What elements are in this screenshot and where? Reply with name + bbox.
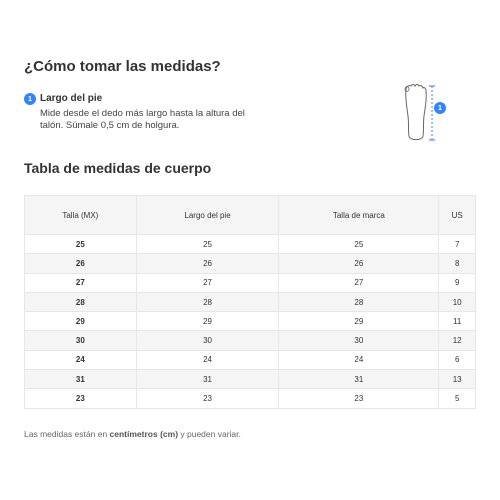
table-cell: 30 bbox=[136, 331, 279, 350]
illustration-marker: 1 bbox=[438, 104, 442, 112]
table-row bbox=[25, 292, 476, 311]
measure-guide-title: ¿Cómo tomar las medidas? bbox=[24, 58, 221, 75]
table-cell: 29 bbox=[25, 312, 137, 331]
table-cell: 28 bbox=[279, 292, 439, 311]
table-cell: 25 bbox=[279, 235, 439, 254]
table-cell: 25 bbox=[136, 235, 279, 254]
table-cell: 27 bbox=[136, 273, 279, 292]
table-cell: 11 bbox=[439, 312, 476, 331]
table-cell: 29 bbox=[136, 312, 279, 331]
table-cell: 23 bbox=[279, 389, 439, 408]
table-cell: 27 bbox=[25, 273, 137, 292]
table-cell: 29 bbox=[279, 312, 439, 331]
table-cell: 23 bbox=[25, 389, 137, 408]
table-header-row bbox=[25, 196, 476, 235]
table-cell: 31 bbox=[136, 370, 279, 389]
table-cell: 26 bbox=[279, 254, 439, 273]
table-cell: 5 bbox=[439, 389, 476, 408]
table-row bbox=[25, 331, 476, 350]
measure-step-description: Mide desde el dedo más largo hasta la altura del talón. Súmale 0,5 cm de holgura. bbox=[40, 108, 245, 131]
table-row bbox=[25, 235, 476, 254]
table-cell: 12 bbox=[439, 331, 476, 350]
table-row bbox=[25, 389, 476, 408]
column-header-us: US bbox=[439, 196, 476, 235]
table-cell: 24 bbox=[136, 350, 279, 369]
table-cell: 23 bbox=[136, 389, 279, 408]
table-row bbox=[25, 350, 476, 369]
table-cell: 7 bbox=[439, 235, 476, 254]
table-row bbox=[25, 370, 476, 389]
column-header-talla-marca: Talla de marca bbox=[279, 196, 439, 235]
table-cell: 26 bbox=[25, 254, 137, 273]
table-cell: 9 bbox=[439, 273, 476, 292]
column-header-talla-mx: Talla (MX) bbox=[25, 196, 137, 235]
footnote-unit: centímetros (cm) bbox=[109, 429, 179, 439]
table-cell: 31 bbox=[25, 370, 137, 389]
size-table bbox=[24, 195, 476, 409]
table-row bbox=[25, 273, 476, 292]
table-cell: 13 bbox=[439, 370, 476, 389]
table-cell: 25 bbox=[25, 235, 137, 254]
table-row bbox=[25, 312, 476, 331]
table-cell: 30 bbox=[279, 331, 439, 350]
units-footnote bbox=[24, 429, 241, 439]
table-cell: 28 bbox=[25, 292, 137, 311]
table-cell: 26 bbox=[136, 254, 279, 273]
step-number-badge: 1 bbox=[24, 93, 36, 105]
table-cell: 27 bbox=[279, 273, 439, 292]
table-cell: 28 bbox=[136, 292, 279, 311]
table-cell: 10 bbox=[439, 292, 476, 311]
foot-length-icon bbox=[396, 80, 448, 144]
table-cell: 24 bbox=[279, 350, 439, 369]
measure-step-label: Largo del pie bbox=[40, 93, 103, 104]
column-header-largo-pie: Largo del pie bbox=[136, 196, 279, 235]
footnote-suffix: y pueden variar. bbox=[178, 429, 241, 439]
table-cell: 8 bbox=[439, 254, 476, 273]
table-cell: 24 bbox=[25, 350, 137, 369]
table-cell: 30 bbox=[25, 331, 137, 350]
footnote-prefix: Las medidas están en bbox=[24, 429, 110, 439]
table-cell: 31 bbox=[279, 370, 439, 389]
table-row bbox=[25, 254, 476, 273]
size-table-title: Tabla de medidas de cuerpo bbox=[24, 160, 212, 176]
table-cell: 6 bbox=[439, 350, 476, 369]
